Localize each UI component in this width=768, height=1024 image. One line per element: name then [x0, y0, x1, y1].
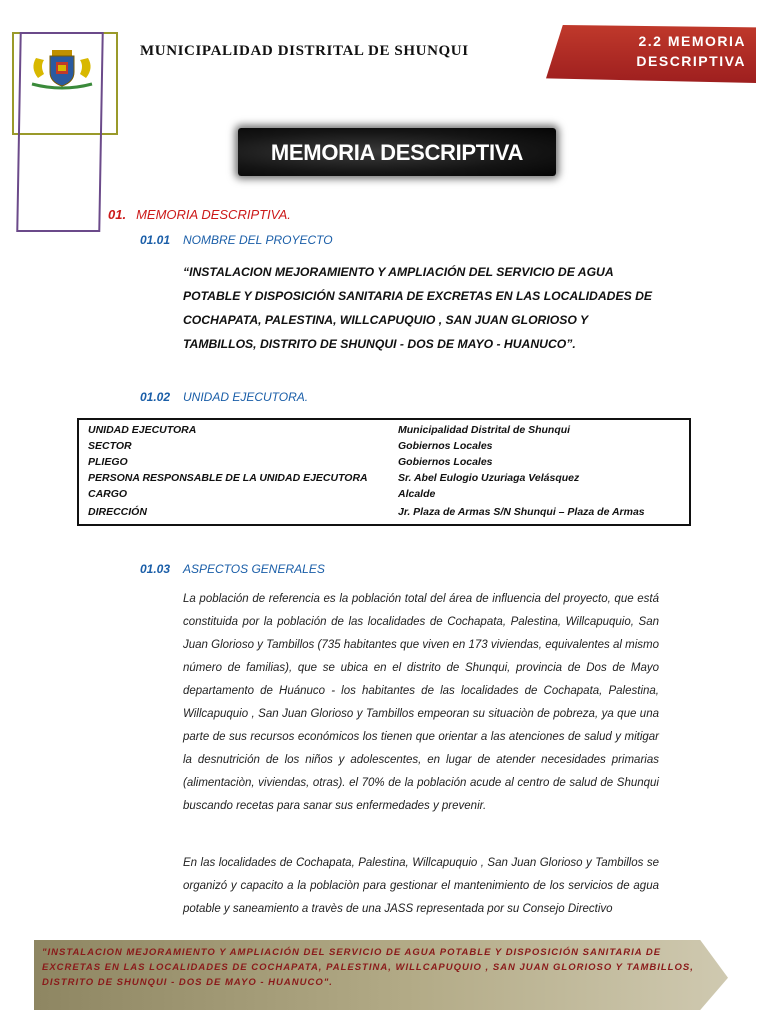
section-tag-text — [560, 31, 746, 71]
row-label: UNIDAD EJECUTORA — [88, 424, 197, 436]
row-label: SECTOR — [88, 440, 132, 452]
table-row — [88, 488, 688, 504]
table-row — [88, 506, 688, 522]
section-title: MEMORIA DESCRIPTIVA. — [136, 207, 291, 222]
subsection-title: NOMBRE DEL PROYECTO — [183, 233, 333, 247]
row-value: Municipalidad Distrital de Shunqui — [398, 424, 571, 436]
municipality-name: MUNICIPALIDAD DISTRITAL DE SHUNQUI — [140, 43, 469, 59]
row-value: Gobiernos Locales — [398, 440, 493, 452]
row-value: Sr. Abel Eulogio Uzuriaga Velásquez — [398, 472, 580, 484]
section-tag-line2: DESCRIPTIVA — [636, 53, 746, 69]
section-tag-line1: 2.2 MEMORIA — [638, 33, 746, 49]
row-value: Alcalde — [398, 488, 436, 500]
body-paragraph-2: En las localidades de Cochapata, Palestina, Willcapuquio , San Juan Glorioso y Tambillos se organizó y capacito a la poblaciòn para gestionar el mantenimiento de los servicios de agua potable y saneamiento a travès de una JASS representada por su Consejo Directivo — [183, 857, 659, 915]
subsection-number: 01.02 — [140, 390, 171, 404]
body-paragraph-1: La población de referencia es la población total del área de influencia del proyecto, que está constituida por la población de las localidades de Cochapata, Palestina, Willcapuquio, San Juan Glorioso y Tambillos (735 habitantes que viven en 173 viviendas, equivalentes al mismo número de familias), que se ubica en el distrito de Shunqui, provincia de Dos de Mayo departamento de Huánuco - los habitantes de las localidades de Cochapata, Palestina, Willcapuquio , San Juan Glorioso y Tambillos empeoran su situaciòn de pobreza, ya que una parte de sus recursos económicos los tienen que orientar a las atenciones de salud y mitigar la desnutrición de los niños y adolescentes, en lugar de atender necesidades primarias (alimentaciòn, viviendas, otras). el 70% de la población acude al centro de salud de Shunqui buscando recetas para sanar sus enfermedades y prevenir. — [183, 593, 659, 812]
row-label: DIRECCIÓN — [88, 506, 147, 518]
subsection-title: ASPECTOS GENERALES — [183, 562, 325, 576]
subsection-number: 01.03 — [140, 562, 171, 576]
footer-project-title: "INSTALACION MEJORAMIENTO Y AMPLIACIÓN DEL SERVICIO DE AGUA POTABLE Y DISPOSICIÓN SANITARIA DE EXCRETAS EN LAS LOCALIDADES DE COCHAPATA, PALESTINA, WILLCAPUQUIO , SAN JUAN GLORIOSO Y TAMBILLOS, DISTRITO DE SHUNQUI - DOS DE MAYO - HUANUCO". — [42, 947, 694, 988]
row-label: PERSONA RESPONSABLE DE LA UNIDAD EJECUTORA — [88, 472, 368, 484]
table-row — [88, 424, 688, 440]
row-value: Gobiernos Locales — [398, 456, 493, 468]
row-value: Jr. Plaza de Armas S/N Shunqui – Plaza de Armas — [398, 506, 645, 518]
subsection-title: UNIDAD EJECUTORA. — [183, 390, 309, 404]
row-label: CARGO — [88, 488, 128, 500]
municipal-coat-of-arms-icon — [26, 40, 98, 92]
table-row — [88, 456, 688, 472]
subsection-heading-0101 — [140, 233, 333, 247]
row-label: PLIEGO — [88, 456, 128, 468]
subsection-heading-0103 — [140, 562, 325, 576]
subsection-number: 01.01 — [140, 233, 171, 247]
page-title: MEMORIA DESCRIPTIVA — [270, 140, 524, 165]
section-number: 01. — [108, 207, 127, 222]
subsection-heading-0102 — [140, 390, 308, 404]
project-name: “INSTALACION MEJORAMIENTO Y AMPLIACIÓN DEL SERVICIO DE AGUA POTABLE Y DISPOSICIÓN SANITARIA DE EXCRETAS EN LAS LOCALIDADES DE COCHAPATA, PALESTINA, WILLCAPUQUIO , SAN JUAN GLORIOSO Y TAMBILLOS, DISTRITO DE SHUNQUI - DOS DE MAYO - HUANUCO”. — [183, 265, 653, 351]
table-row — [88, 472, 688, 488]
section-heading-01 — [108, 207, 291, 222]
table-row — [88, 440, 688, 456]
